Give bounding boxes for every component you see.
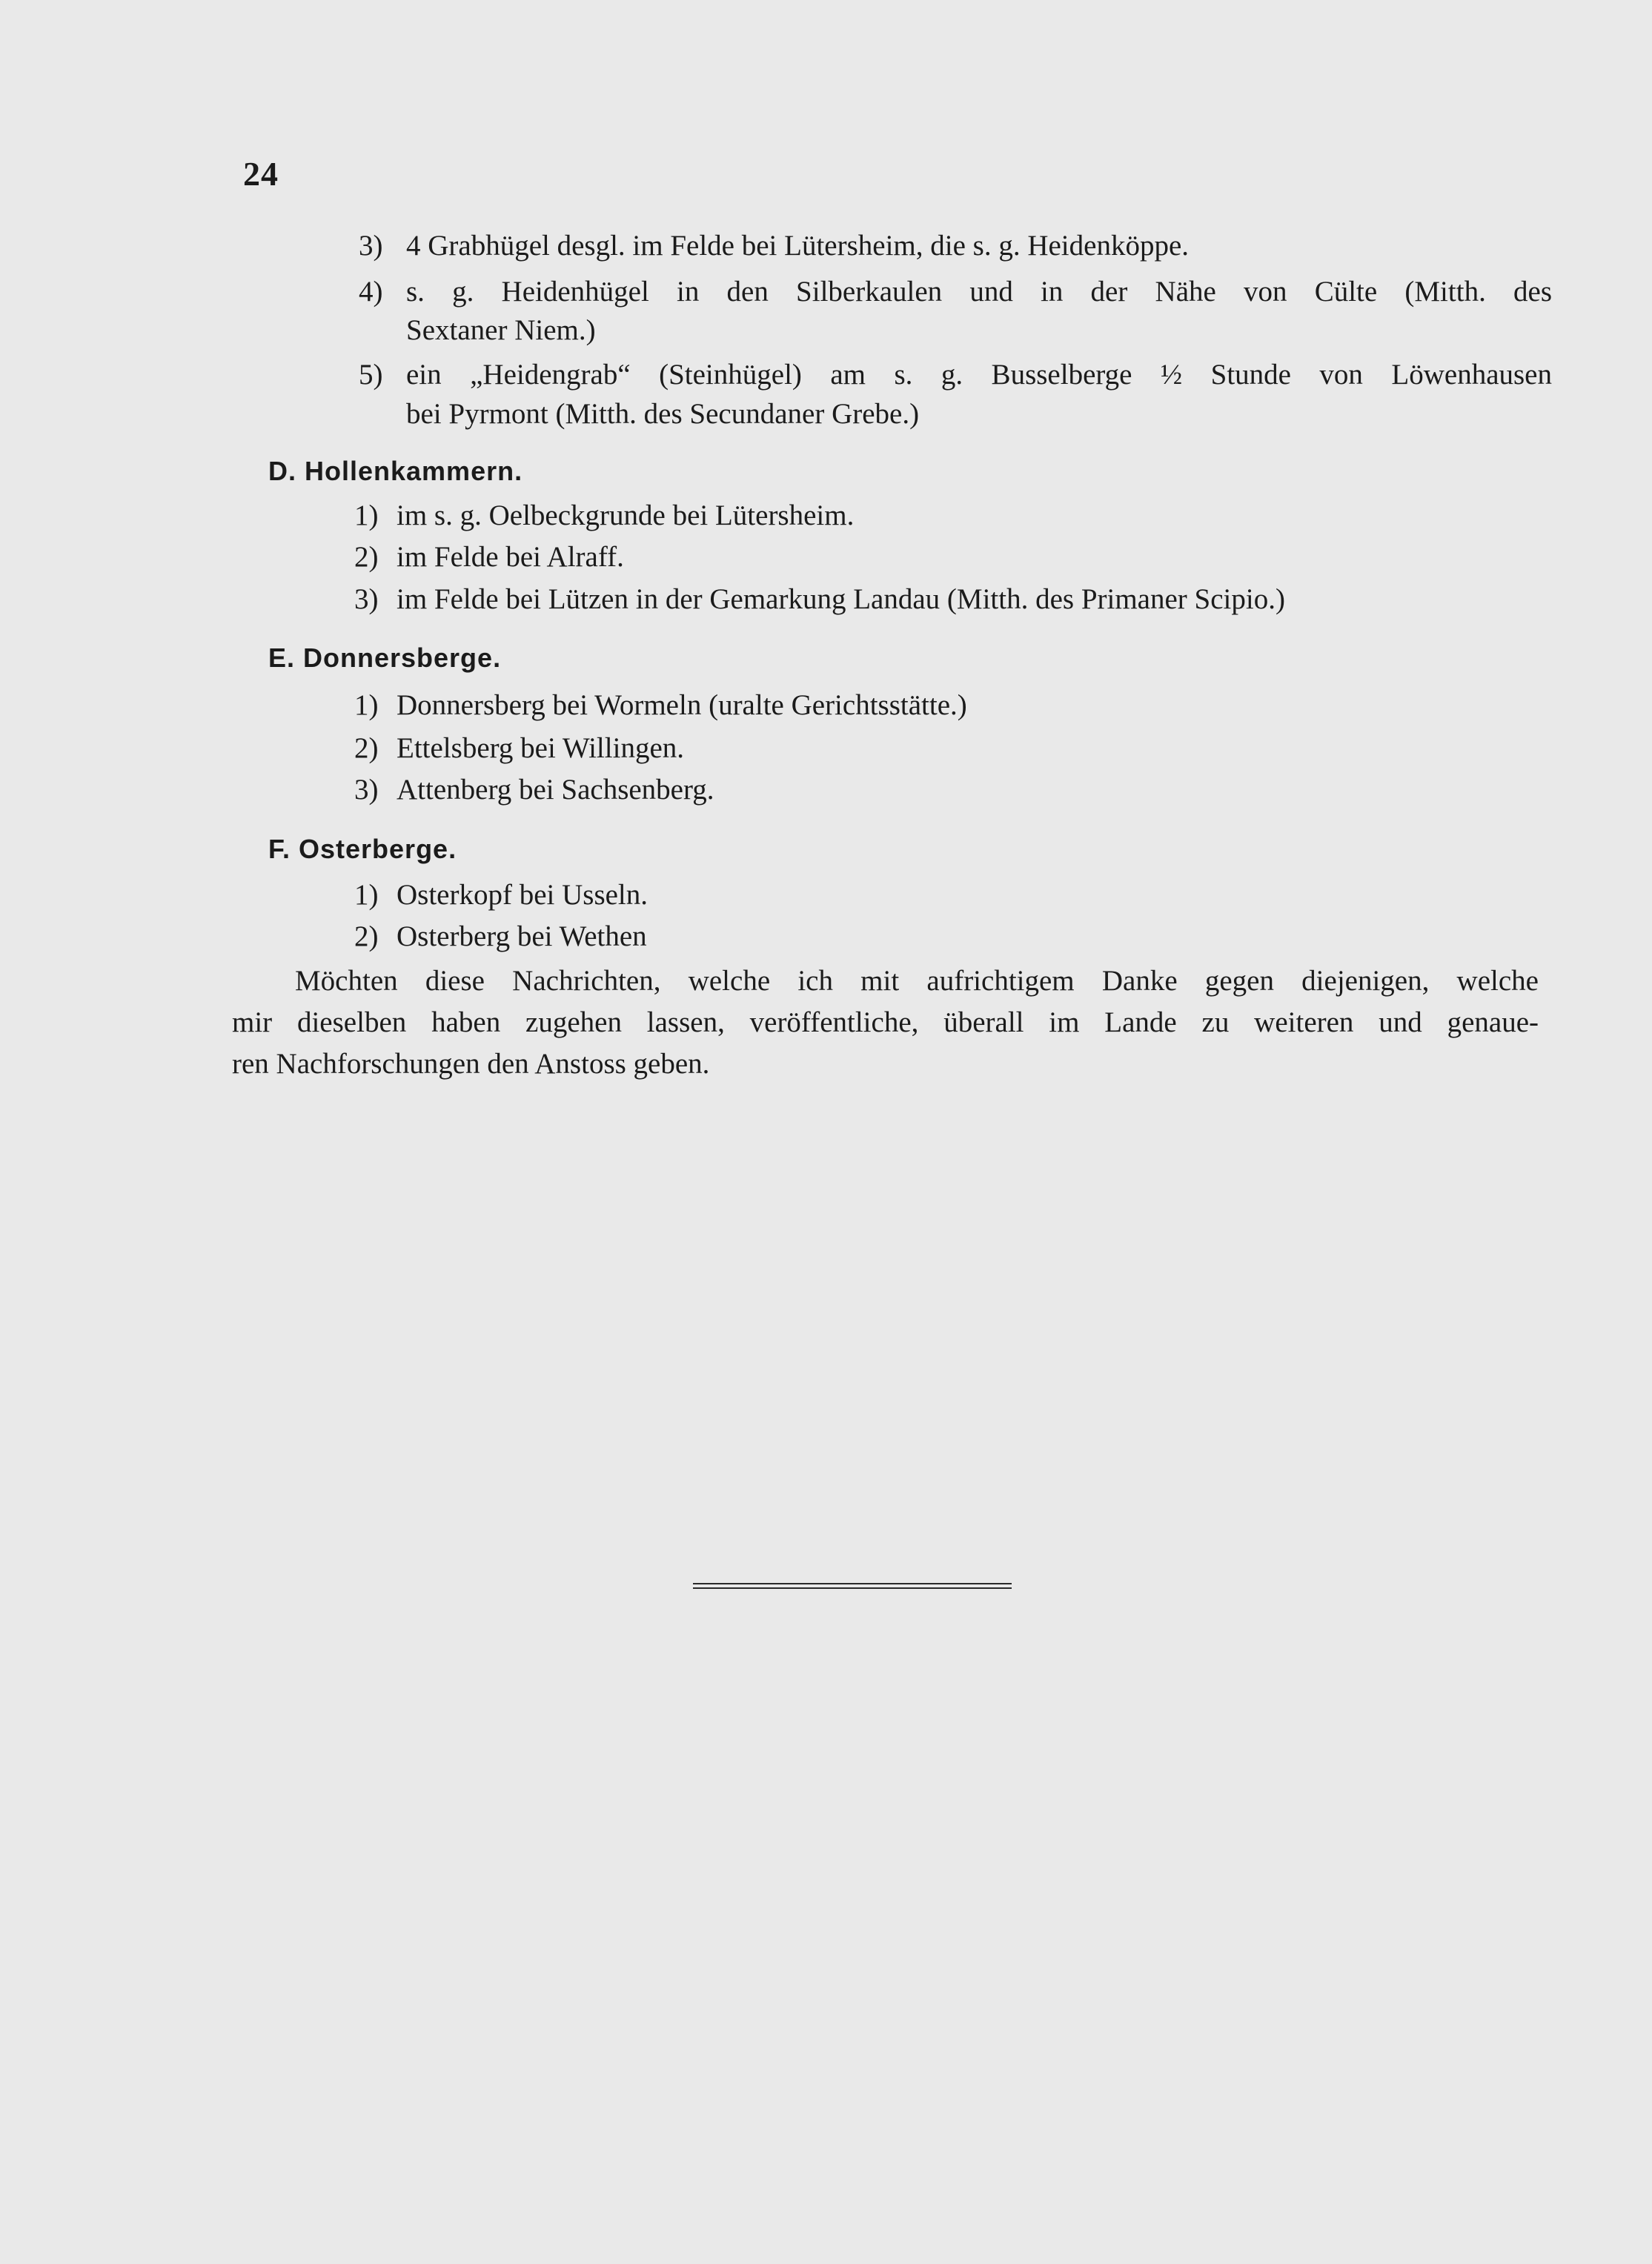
list-item-text: Sextaner Niem.): [406, 314, 596, 346]
list-item-text: s. g. Heidenhügel in den Silberkaulen und in der Nähe von Cülte (Mitth. des: [406, 276, 1552, 308]
item-number: 5): [359, 359, 383, 391]
item-number: 3): [359, 230, 383, 262]
page-number: 24: [243, 155, 279, 193]
list-item-text: bei Pyrmont (Mitth. des Secundaner Grebe.): [406, 398, 920, 430]
paragraph-line: Möchten diese Nachrichten, welche ich mit aufrichtigem Danke gegen diejenigen, welche: [295, 965, 1539, 997]
paragraph-line: mir dieselben haben zugehen lassen, veröffentliche, überall im Lande zu weiteren und genaue-: [232, 1006, 1539, 1038]
list-item-text: im Felde bei Alraff.: [397, 541, 624, 573]
list-item-text: Attenberg bei Sachsenberg.: [397, 774, 714, 806]
list-item-text: im s. g. Oelbeckgrunde bei Lütersheim.: [397, 499, 855, 531]
section-heading: F. Osterberge.: [268, 834, 457, 864]
list-item-text: 4 Grabhügel desgl. im Felde bei Lütersheim, die s. g. Heidenköppe.: [406, 230, 1190, 262]
list-item-text: Osterkopf bei Usseln.: [397, 879, 648, 911]
list-item-text: Ettelsberg bei Willingen.: [397, 732, 685, 764]
list-item-text: im Felde bei Lützen in der Gemarkung Landau (Mitth. des Primaner Scipio.): [397, 583, 1285, 615]
item-number: 1): [354, 879, 379, 911]
item-number: 2): [354, 541, 379, 573]
item-number: 3): [354, 774, 379, 806]
item-number: 2): [354, 920, 379, 952]
list-item-text: Donnersberg bei Wormeln (uralte Gerichtsstätte.): [397, 689, 967, 721]
item-number: 3): [354, 583, 379, 615]
paragraph-line: ren Nachforschungen den Anstoss geben.: [232, 1048, 710, 1080]
list-item-text: Osterberg bei Wethen: [397, 920, 647, 952]
item-number: 1): [354, 689, 379, 721]
item-number: 1): [354, 499, 379, 531]
separator-rule: [693, 1583, 1012, 1590]
section-heading: D. Hollenkammern.: [268, 456, 523, 486]
item-number: 2): [354, 732, 379, 764]
section-heading: E. Donnersberge.: [268, 643, 502, 673]
item-number: 4): [359, 276, 383, 308]
list-item-text: ein „Heidengrab“ (Steinhügel) am s. g. Busselberge ½ Stunde von Löwenhausen: [406, 359, 1552, 391]
